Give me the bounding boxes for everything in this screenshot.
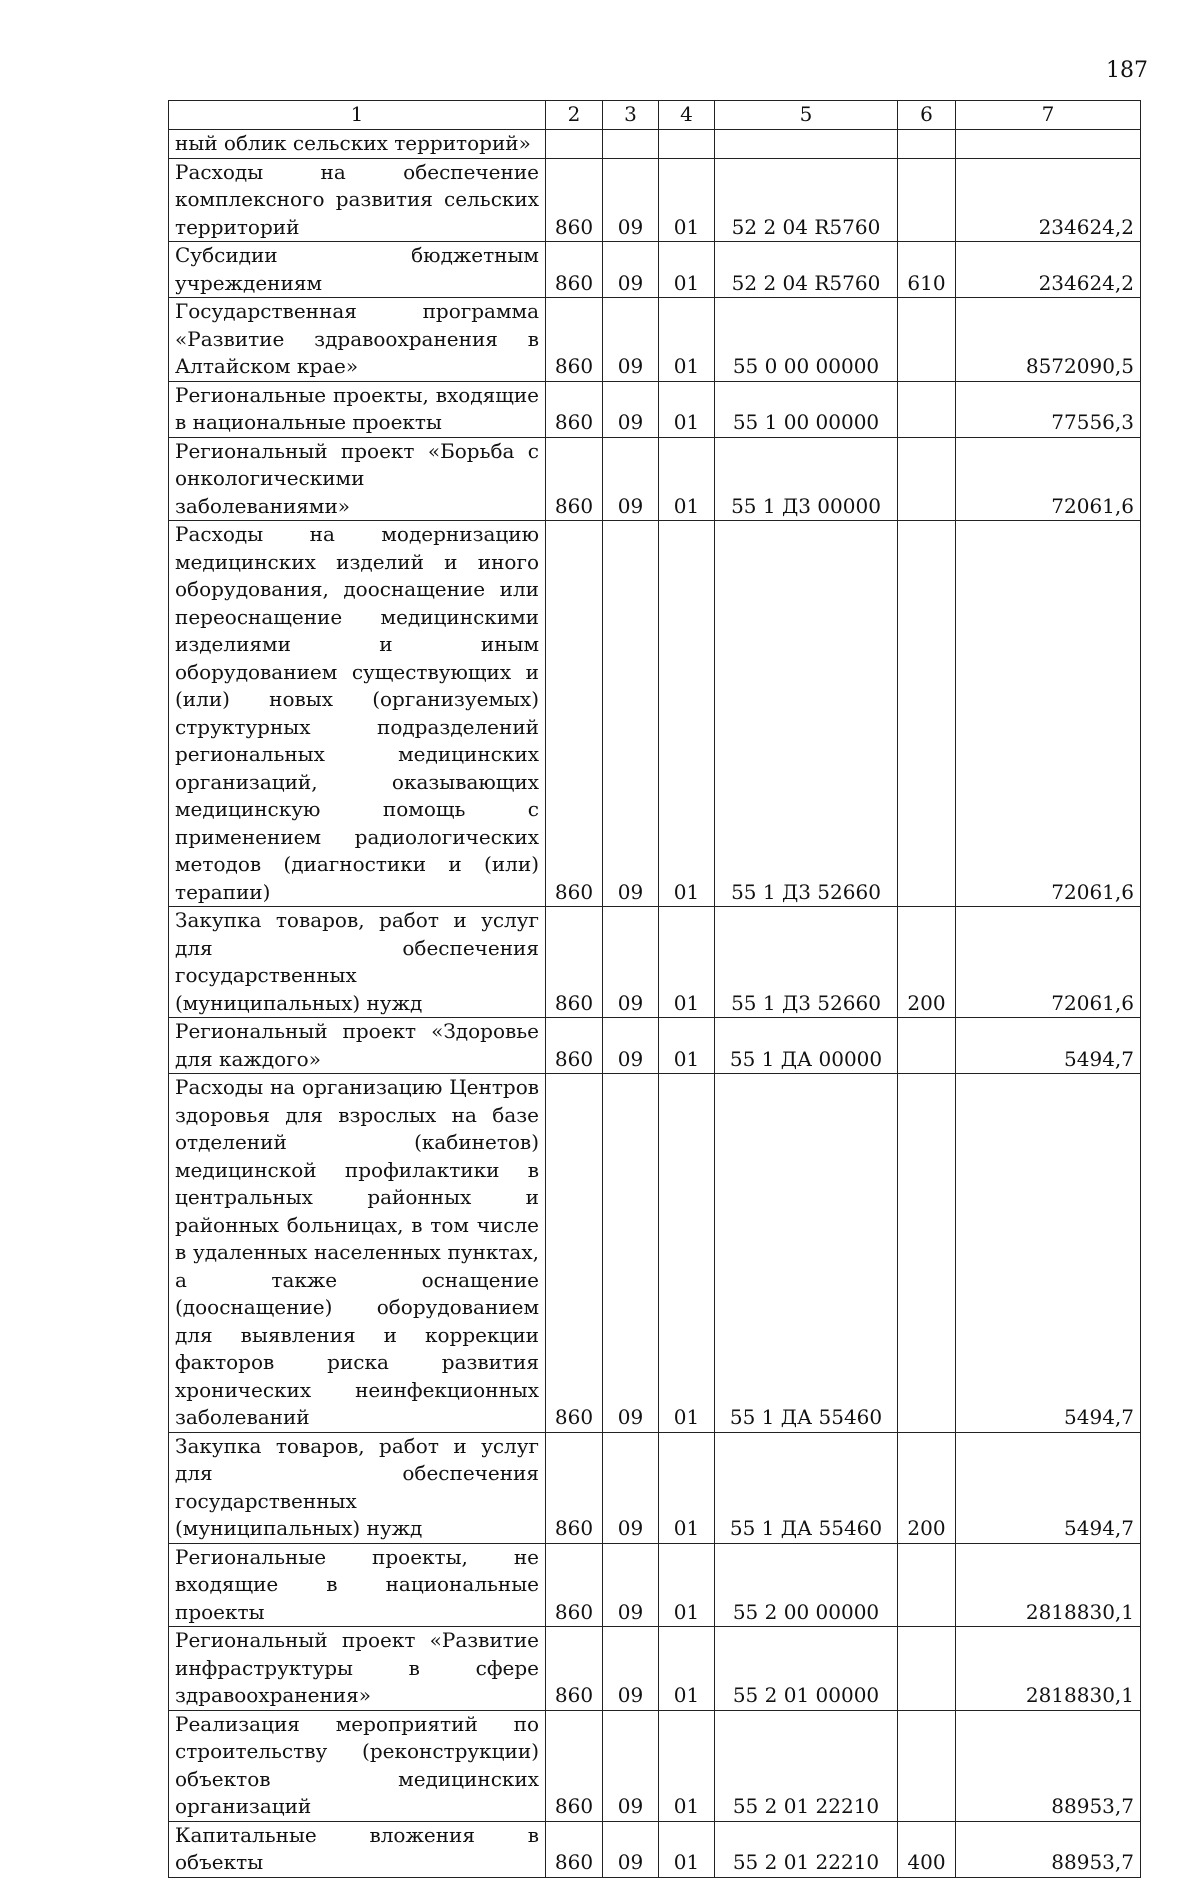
row-name: Расходы на обеспечение комплексного развития сельских территорий [169, 158, 546, 242]
subsection-code: 01 [659, 521, 715, 907]
subsection-code: 01 [659, 381, 715, 437]
amount: 72061,6 [956, 521, 1141, 907]
row-name: Региональные проекты, входящие в национальные проекты [169, 381, 546, 437]
page-number: 187 [1106, 58, 1148, 83]
row-name: Расходы на организацию Центров здоровья для взрослых на базе отделений (кабинетов) медицинской профилактики в центральных районных и районных больницах, в том числе в удаленных населенных пунктах, а также оснащение (дооснащение) оборудованием для выявления и коррекции факторов риска развития хронических неинфекционных заболеваний [169, 1074, 546, 1433]
subsection-code: 01 [659, 437, 715, 521]
subsection-code: 01 [659, 907, 715, 1018]
section-code: 09 [603, 158, 659, 242]
section-code: 09 [603, 1018, 659, 1074]
row-name: Реализация мероприятий по строительству (реконструкции) объектов медицинских организаций [169, 1710, 546, 1821]
row-name: Субсидии бюджетным учреждениям [169, 242, 546, 298]
amount: 77556,3 [956, 381, 1141, 437]
section-code: 09 [603, 521, 659, 907]
ministry-code: 860 [546, 521, 603, 907]
subsection-code [659, 130, 715, 159]
target-article-code: 52 2 04 R5760 [715, 158, 898, 242]
ministry-code: 860 [546, 1710, 603, 1821]
subsection-code: 01 [659, 1543, 715, 1627]
target-article-code: 55 1 00 00000 [715, 381, 898, 437]
ministry-code: 860 [546, 1432, 603, 1543]
ministry-code: 860 [546, 1074, 603, 1433]
table-row [169, 1710, 1141, 1821]
amount: 72061,6 [956, 907, 1141, 1018]
section-code: 09 [603, 907, 659, 1018]
section-code: 09 [603, 242, 659, 298]
expense-type-code: 200 [898, 907, 956, 1018]
row-name: Расходы на модернизацию медицинских изделий и иного оборудования, дооснащение или переоснащение медицинскими изделиями и иным оборудованием существующих и (или) новых (организуемых) структурных подразделений региональных медицинских организаций, оказывающих медицинскую помощь с применением радиологических методов (диагностики и (или) терапии) [169, 521, 546, 907]
table-row [169, 381, 1141, 437]
row-name: Государственная программа «Развитие здравоохранения в Алтайском крае» [169, 298, 546, 382]
target-article-code: 55 1 Д3 52660 [715, 907, 898, 1018]
expense-type-code [898, 381, 956, 437]
col-header-7: 7 [956, 101, 1141, 130]
section-code: 09 [603, 1710, 659, 1821]
col-header-1: 1 [169, 101, 546, 130]
table-row [169, 158, 1141, 242]
amount: 72061,6 [956, 437, 1141, 521]
section-code: 09 [603, 298, 659, 382]
subsection-code: 01 [659, 1432, 715, 1543]
amount: 2818830,1 [956, 1627, 1141, 1711]
col-header-3: 3 [603, 101, 659, 130]
section-code: 09 [603, 437, 659, 521]
ministry-code: 860 [546, 1543, 603, 1627]
ministry-code: 860 [546, 298, 603, 382]
target-article-code: 55 2 01 22210 [715, 1710, 898, 1821]
table-row [169, 1074, 1141, 1433]
expense-type-code [898, 521, 956, 907]
expense-type-code [898, 298, 956, 382]
expense-type-code [898, 1543, 956, 1627]
subsection-code: 01 [659, 1821, 715, 1877]
row-name: Закупка товаров, работ и услуг для обеспечения государственных (муниципальных) нужд [169, 1432, 546, 1543]
table-row [169, 242, 1141, 298]
col-header-6: 6 [898, 101, 956, 130]
target-article-code: 55 0 00 00000 [715, 298, 898, 382]
col-header-5: 5 [715, 101, 898, 130]
section-code: 09 [603, 1543, 659, 1627]
budget-table [168, 100, 1141, 1878]
target-article-code: 55 1 Д3 00000 [715, 437, 898, 521]
amount: 5494,7 [956, 1074, 1141, 1433]
subsection-code: 01 [659, 242, 715, 298]
subsection-code: 01 [659, 1074, 715, 1433]
ministry-code: 860 [546, 1627, 603, 1711]
section-code: 09 [603, 381, 659, 437]
table-row [169, 1018, 1141, 1074]
section-code [603, 130, 659, 159]
header-row [169, 101, 1141, 130]
target-article-code: 55 2 00 00000 [715, 1543, 898, 1627]
section-code: 09 [603, 1821, 659, 1877]
subsection-code: 01 [659, 1018, 715, 1074]
expense-type-code [898, 1710, 956, 1821]
amount: 88953,7 [956, 1821, 1141, 1877]
table-row [169, 521, 1141, 907]
subsection-code: 01 [659, 158, 715, 242]
row-name: Региональный проект «Здоровье для каждого» [169, 1018, 546, 1074]
expense-type-code: 200 [898, 1432, 956, 1543]
ministry-code: 860 [546, 158, 603, 242]
subsection-code: 01 [659, 298, 715, 382]
target-article-code: 55 1 ДА 00000 [715, 1018, 898, 1074]
expense-type-code [898, 1627, 956, 1711]
ministry-code: 860 [546, 437, 603, 521]
ministry-code [546, 130, 603, 159]
target-article-code: 55 2 01 00000 [715, 1627, 898, 1711]
target-article-code: 52 2 04 R5760 [715, 242, 898, 298]
table-row [169, 130, 1141, 159]
expense-type-code [898, 437, 956, 521]
subsection-code: 01 [659, 1627, 715, 1711]
expense-type-code [898, 1074, 956, 1433]
col-header-4: 4 [659, 101, 715, 130]
expense-type-code [898, 158, 956, 242]
table-row [169, 1432, 1141, 1543]
amount: 2818830,1 [956, 1543, 1141, 1627]
table-row [169, 1543, 1141, 1627]
expense-type-code: 400 [898, 1821, 956, 1877]
section-code: 09 [603, 1074, 659, 1433]
row-name: ный облик сельских территорий» [169, 130, 546, 159]
table-row [169, 1821, 1141, 1877]
amount: 5494,7 [956, 1432, 1141, 1543]
row-name: Региональный проект «Борьба с онкологическими заболеваниями» [169, 437, 546, 521]
col-header-2: 2 [546, 101, 603, 130]
section-code: 09 [603, 1432, 659, 1543]
table-row [169, 437, 1141, 521]
table-row [169, 907, 1141, 1018]
expense-type-code [898, 130, 956, 159]
row-name: Закупка товаров, работ и услуг для обеспечения государственных (муниципальных) нужд [169, 907, 546, 1018]
target-article-code: 55 2 01 22210 [715, 1821, 898, 1877]
target-article-code: 55 1 ДА 55460 [715, 1432, 898, 1543]
ministry-code: 860 [546, 1821, 603, 1877]
ministry-code: 860 [546, 1018, 603, 1074]
ministry-code: 860 [546, 242, 603, 298]
row-name: Региональные проекты, не входящие в национальные проекты [169, 1543, 546, 1627]
amount [956, 130, 1141, 159]
target-article-code [715, 130, 898, 159]
amount: 8572090,5 [956, 298, 1141, 382]
row-name: Капитальные вложения в объекты [169, 1821, 546, 1877]
amount: 5494,7 [956, 1018, 1141, 1074]
expense-type-code [898, 1018, 956, 1074]
target-article-code: 55 1 Д3 52660 [715, 521, 898, 907]
table-row [169, 298, 1141, 382]
amount: 88953,7 [956, 1710, 1141, 1821]
expense-type-code: 610 [898, 242, 956, 298]
target-article-code: 55 1 ДА 55460 [715, 1074, 898, 1433]
subsection-code: 01 [659, 1710, 715, 1821]
amount: 234624,2 [956, 242, 1141, 298]
ministry-code: 860 [546, 381, 603, 437]
amount: 234624,2 [956, 158, 1141, 242]
table-row [169, 1627, 1141, 1711]
section-code: 09 [603, 1627, 659, 1711]
row-name: Региональный проект «Развитие инфраструктуры в сфере здравоохранения» [169, 1627, 546, 1711]
ministry-code: 860 [546, 907, 603, 1018]
